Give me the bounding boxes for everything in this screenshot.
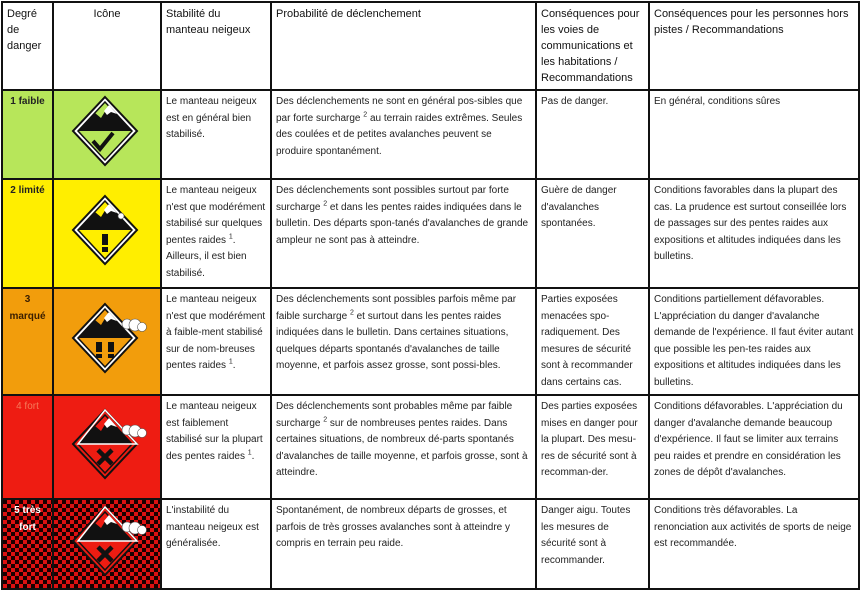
danger-level-row [2, 499, 859, 589]
probability-text-end: et surtout dans les pentes raides indiquées dans le bulletin. Dans certaines situations, quelques départs spontanés d'avalanches de taille moyenne, et parfois assez grosse, sont possi-bles. [276, 310, 509, 371]
stability-cell [161, 499, 271, 589]
check-icon [65, 163, 149, 174]
communications-cell: Guère de danger d'avalanches spontanées. [536, 179, 649, 288]
probability-cell [271, 288, 536, 395]
exclamation-icon [65, 262, 149, 273]
stability-text: Le manteau neigeux n'est que modérément stabilisé sur quelques pentes raides [166, 185, 266, 246]
footnote-ref: 1 [228, 233, 233, 241]
danger-icon-cell [53, 395, 161, 499]
danger-icon-cell [53, 179, 161, 288]
persons-cell: Conditions très défavorables. La renonciation aux activités de sports de neige est recommandée. [649, 499, 859, 589]
danger-icon-cell [53, 499, 161, 589]
double-exclamation-icon [65, 370, 149, 381]
probability-cell [271, 499, 536, 589]
probability-cell [271, 395, 536, 499]
stability-text: Le manteau neigeux n'est que modérément à faible-ment stabilisé sur de nom-breuses pentes raides [166, 294, 266, 371]
danger-icon-cell [53, 90, 161, 179]
header-row [2, 2, 859, 90]
probability-cell [271, 179, 536, 288]
footnote-ref: 2 [363, 111, 368, 119]
probability-text-end: sur de nombreuses pentes raides. Dans certaines situations, de nombreux dé-parts spontanés d'avalanches de taille moyenne, et parfois grosse, sont à atteindre. [276, 417, 528, 478]
cross-icon [65, 476, 149, 487]
header-degree: Degré de danger [2, 2, 53, 90]
stability-text-end: . Ailleurs, il est bien stabilisé. [166, 234, 247, 279]
probability-cell [271, 90, 536, 179]
header-communications: Conséquences pour les voies de communications et les habitations / Recommandations [536, 2, 649, 90]
probability-text-end: et dans les pentes raides indiquées dans le bulletin. Des départs spon-tanés d'avalanches de grande ampleur ne sont pas à atteindre. [276, 201, 529, 246]
avalanche-danger-table [1, 1, 860, 590]
communications-cell: Danger aigu. Toutes les mesures de sécurité sont à recommander. [536, 499, 649, 589]
persons-cell: Conditions favorables dans la plupart des cas. La prudence est surtout conseillée lors de passages sur des pentes raides aux expositions et altitudes indiquées dans les bulletins. [649, 179, 859, 288]
cross-icon [65, 573, 149, 584]
probability-text: Des déclenchements sont possibles parfois même par faible surcharge [276, 294, 517, 322]
stability-text-end: . [251, 450, 255, 462]
probability-text: Des déclenchements sont probables même par faible surcharge [276, 401, 513, 429]
danger-degree: 5 très fort [2, 499, 53, 589]
header-persons: Conséquences pour les personnes hors pistes / Recommandations [649, 2, 859, 90]
probability-text: Des déclenchements sont possibles surtout par forte surcharge [276, 185, 509, 213]
footnote-ref: 1 [228, 358, 233, 366]
danger-degree: 4 fort [2, 395, 53, 499]
footnote-ref: 1 [247, 449, 252, 457]
stability-text: Le manteau neigeux est faiblement stabilisé sur la plupart des pentes raides [166, 401, 263, 462]
persons-cell: Conditions défavorables. L'appréciation du danger d'avalanche demande beaucoup d'expérience. Il faut se limiter aux terrains peu raides et prendre en considération les zones de dépôt d'avalanches. [649, 395, 859, 499]
danger-icon-cell [53, 288, 161, 395]
stability-cell [161, 395, 271, 499]
footnote-ref: 2 [323, 416, 328, 424]
stability-cell [161, 179, 271, 288]
footnote-ref: 2 [323, 200, 328, 208]
footnote-ref: 2 [349, 309, 354, 317]
stability-text: L'instabilité du manteau neigeux est généralisée. [166, 505, 259, 549]
danger-level-row [2, 288, 859, 395]
probability-text: Spontanément, de nombreux départs de grosses, et parfois de très grosses avalanches sont à atteindre y compris en terrain peu raide. [276, 505, 511, 549]
header-probability: Probabilité de déclenchement [271, 2, 536, 90]
persons-cell: En général, conditions sûres [649, 90, 859, 179]
header-stability: Stabilité du manteau neigeux [161, 2, 271, 90]
danger-level-row [2, 179, 859, 288]
persons-cell: Conditions partiellement défavorables. L'appréciation du danger d'avalanche demande de l'expérience. Il faut éviter autant que possible les pen-tes raides aux expositions et altitudes indiquées dans les bulletins. [649, 288, 859, 395]
communications-cell: Parties exposées menacées spo-radiquement. Des mesures de sécurité sont à recommander dans certains cas. [536, 288, 649, 395]
danger-level-row [2, 90, 859, 179]
danger-degree: 2 limité [2, 179, 53, 288]
stability-text-end: . [232, 360, 236, 371]
communications-cell: Des parties exposées mises en danger pour la plupart. Des mesu-res de sécurité sont à recomman-der. [536, 395, 649, 499]
probability-text-end: au terrain raides extrêmes. Seules des coulées et de petites avalanches peuvent se produire spontanément. [276, 112, 523, 157]
communications-cell: Pas de danger. [536, 90, 649, 179]
danger-degree: 1 faible [2, 90, 53, 179]
stability-text: Le manteau neigeux est en général bien stabilisé. [166, 96, 257, 140]
probability-text: Des déclenchements ne sont en général pos-sibles que par forte surcharge [276, 96, 523, 124]
stability-cell [161, 288, 271, 395]
danger-degree: 3 marqué [2, 288, 53, 395]
stability-cell [161, 90, 271, 179]
header-icon: Icône [53, 2, 161, 90]
danger-level-row [2, 395, 859, 499]
